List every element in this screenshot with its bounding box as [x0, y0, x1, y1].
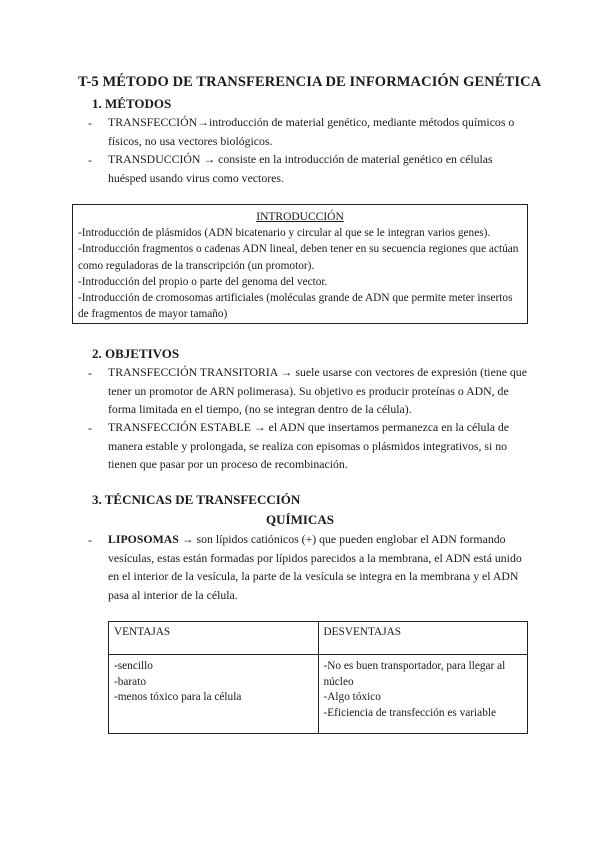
- section-heading-tecnicas: 3. TÉCNICAS DE TRANSFECCIÓN: [92, 492, 301, 507]
- section-heading-metodos: 1. MÉTODOS: [92, 96, 172, 111]
- table-cell-ventajas: [109, 655, 319, 734]
- list-item: -menos tóxico para la célula: [114, 691, 242, 704]
- list-item: -sencillo: [114, 660, 153, 672]
- list-item: TRANSDUCCIÓN → consiste en la introducción de material genético en células huésped usando virus como vectores.: [108, 152, 493, 185]
- table-cell-desventajas: [318, 655, 528, 734]
- list-item: TRANSFECCIÓN ESTABLE → el ADN que insertamos permanezca en la célula de manera estable y prolongada, se realiza con episomas o plásmidos integrativos, si no tienen que pasar por un proceso de recombinación.: [108, 420, 510, 471]
- liposomas-paragraph: [108, 530, 528, 604]
- subheading-quimicas: QUÍMICAS: [266, 512, 334, 527]
- introduccion-box: [72, 204, 528, 324]
- table-header-desventajas: DESVENTAJAS: [318, 622, 528, 655]
- list-item: -Eficiencia de transfección es variable: [323, 706, 496, 719]
- box-line: -Introducción del propio o parte del genoma del vector.: [78, 275, 328, 288]
- box-line: -Introducción fragmentos o cadenas ADN lineal, deben tener en su secuencia regiones que actúan como reguladoras de la transcripción (un promotor).: [78, 243, 519, 272]
- page-title: T-5 MÉTODO DE TRANSFERENCIA DE INFORMACIÓN GENÉTICA: [78, 74, 542, 90]
- table-header-row: [109, 622, 528, 655]
- liposomas-text: → son lípidos catiónicos (+) que pueden englobar el ADN formando vesículas, estas están formadas por lípidos parecidos a la membrana, el ADN está unido en el interior de la vesícula, la parte de la vesícula se integra en la membrana y el ADN pasa al interior de la célula.: [108, 532, 522, 602]
- section-heading-objetivos: 2. OBJETIVOS: [92, 346, 180, 361]
- bullet-marker: -: [88, 116, 92, 130]
- ventajas-desventajas-table: [108, 621, 528, 734]
- list-item: -barato: [114, 675, 146, 688]
- list-item: -Algo tóxico: [323, 691, 381, 704]
- liposomas-term: LIPOSOMAS: [108, 532, 179, 546]
- bullet-marker: -: [88, 153, 92, 167]
- table-row: [109, 655, 528, 734]
- bullet-marker: -: [88, 366, 92, 380]
- box-heading: INTRODUCCIÓN: [256, 211, 344, 223]
- box-line: -Introducción de plásmidos (ADN bicatenario y circular al que se le integran varios genes).: [78, 227, 491, 239]
- box-line: -Introducción de cromosomas artificiales (moléculas grande de ADN que permite meter insertos de fragmentos de mayor tamaño): [78, 292, 513, 321]
- list-item: TRANSFECCIÓN TRANSITORIA → suele usarse con vectores de expresión (tiene que tener un promotor de ARN polimerasa). Su objetivo es producir proteínas o ADN, de forma limitada en el tiempo, (no se integran dentro de la célula).: [108, 365, 527, 416]
- bullet-marker: -: [88, 421, 92, 435]
- list-item: -No es buen transportador, para llegar al núcleo: [323, 660, 506, 688]
- bullet-marker: -: [88, 533, 92, 547]
- table-header-ventajas: VENTAJAS: [109, 622, 319, 655]
- box-body: [78, 225, 524, 323]
- list-item: TRANSFECCIÓN→introducción de material genético, mediante métodos químicos o físicos, no usa vectores biológicos.: [108, 115, 515, 148]
